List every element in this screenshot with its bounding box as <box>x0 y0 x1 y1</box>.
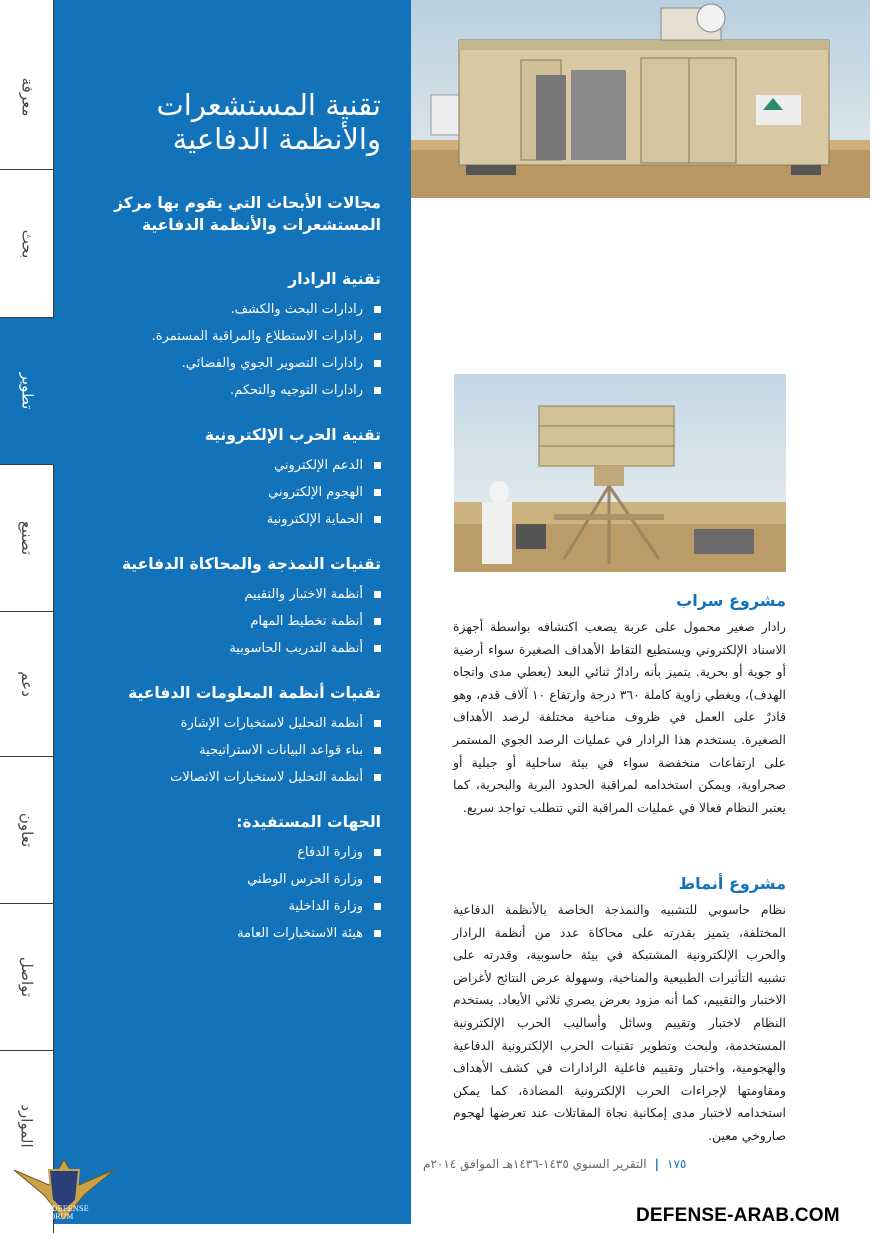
tab-development[interactable]: تطوير <box>0 318 54 465</box>
panel-subtitle: مجالات الأبحاث التي يقوم بها مركز المستشعرات والأنظمة الدفاعية <box>114 194 381 234</box>
panel-title-line1: تقنية المستشعرات <box>156 88 381 122</box>
list-item: رادارات البحث والكشف. <box>71 296 381 323</box>
list-item: وزارة الدفاع <box>71 839 381 866</box>
tab-communication[interactable]: تواصل <box>0 904 54 1051</box>
panel-title-line2: والأنظمة الدفاعية <box>172 122 381 156</box>
list-item: أنظمة التدريب الحاسوبية <box>71 635 381 662</box>
site-watermark: DEFENSE-ARAB.COM <box>636 1205 840 1226</box>
project-title: مشروع سراب <box>676 591 786 610</box>
section-heading: الجهات المستفيدة: <box>236 813 381 831</box>
tab-support[interactable]: دعم <box>0 612 54 757</box>
blue-sidebar-panel <box>54 0 411 1224</box>
list-item: الدعم الإلكتروني <box>71 452 381 479</box>
radar-container-photo <box>411 0 870 198</box>
list-item: الهجوم الإلكتروني <box>71 479 381 506</box>
tab-cooperation[interactable]: تعاون <box>0 757 54 904</box>
sarab-radar-photo <box>454 374 786 572</box>
list-item: الحماية الإلكترونية <box>71 506 381 533</box>
panel-title <box>81 88 381 156</box>
tab-resources[interactable]: الموارد <box>18 1104 36 1148</box>
list-item: وزارة الداخلية <box>71 893 381 920</box>
tab-manufacturing[interactable]: تصنيع <box>0 465 54 612</box>
tab-research[interactable]: بحث <box>0 170 54 318</box>
section-heading: تقنية الرادار <box>288 270 381 288</box>
section-electronic-warfare <box>71 424 381 533</box>
logo-text: ARAB DEFENSE FORUM <box>29 1205 89 1221</box>
list-item: أنظمة الاختبار والتقييم <box>71 581 381 608</box>
list-item: رادارات التصوير الجوي والفضائي. <box>71 350 381 377</box>
list-item: أنظمة تخطيط المهام <box>71 608 381 635</box>
list-item: وزارة الحرس الوطني <box>71 866 381 893</box>
report-label: التقرير السنوي ١٤٣٥-١٤٣٦هـ الموافق ٢٠١٤م <box>423 1157 647 1171</box>
page-footer: ١٧٥|التقرير السنوي ١٤٣٥-١٤٣٦هـ الموافق ٢٠١٤م <box>423 1157 687 1171</box>
project-anmat <box>453 873 786 1148</box>
section-modeling-simulation <box>71 553 381 662</box>
list-item: بناء قواعد البيانات الاستراتيجية <box>71 737 381 764</box>
list-item: رادارات التوجيه والتحكم. <box>71 377 381 404</box>
list-item: أنظمة التحليل لاستخبارات الإشارة <box>71 710 381 737</box>
tab-knowledge[interactable]: معرفة <box>0 24 54 170</box>
list-item: هيئة الاستخبارات العامة <box>71 920 381 947</box>
section-heading: تقنيات النمذجة والمحاكاة الدفاعية <box>121 555 381 573</box>
section-heading: تقنيات أنظمة المعلومات الدفاعية <box>128 684 381 702</box>
page-number: ١٧٥ <box>667 1157 687 1171</box>
section-beneficiaries <box>71 811 381 947</box>
project-title: مشروع أنماط <box>678 874 786 893</box>
side-tab-strip <box>0 0 54 1233</box>
section-heading: تقنية الحرب الإلكترونية <box>204 426 381 444</box>
section-radar <box>71 268 381 404</box>
section-information-systems <box>71 682 381 791</box>
project-body: رادار صغير محمول على عربة يصعب اكتشافه بواسطة أجهزة الاسناد الإلكتروني ويستطيع التقاط الأهداف الصغيرة سواء أرضية أو جوية أو بحرية. يتميز بأنه رادارٌ ثنائي البعد (يعطي مدى واتجاه الهدف)، ويغطي زاوية كاملة ٣٦٠ درجة وارتفاع ١٠ آلاف قدم، وهو قادرٌ على العمل في ظروف مناخية مختلفة لرصد الأهداف الصغيرة. يستخدم هذا الرادار في عمليات الرصد الجوي المستمر على ارتفاعات منخفضة سواء في بيئة ساحلية أو جبلية أو صحراوية، ويمكن استخدامه لمراقبة الحدود البرية والبحرية، كما يعتبر النظام فعالا في عمليات المراقبة التي تتطلب تواجد سريع. <box>453 619 787 815</box>
project-sarab <box>453 590 786 819</box>
project-body: نظام حاسوبي للتشبيه والنمذجة الخاصة بالأنظمة الدفاعية المختلفة، يتميز بقدرته على محاكاة عدد من أنظمة الرادار والحرب الإلكترونية المشتبكة في بيئة حاسوبية، وقدرته على تشبيه التأثيرات الطبيعية والمناخية، وسهولة عرض النتائج لأغراض الاختبار والتقييم، كما أنه مزود بعرض بصري ثلاثي الأبعاد. يستخدم النظام لاختبار وتقييم وسائل وأساليب الحرب الإلكترونية المستخدمة، ولبحث وتطوير تقنيات الحرب الإلكترونية الدفاعية والهجومية، واختبار وتقييم فاعلية الرادارات في كشف الأهداف ومقاومتها لإجراءات الحرب الإلكترونية المضادة، كما يمكن استخدامه لاختبار مدى إمكانية نجاة المقاتلات عند تعرضها لهجوم صاروخي معين. <box>453 902 786 1143</box>
list-item: أنظمة التحليل لاستخبارات الاتصالات <box>71 764 381 791</box>
list-item: رادارات الاستطلاع والمراقبة المستمرة. <box>71 323 381 350</box>
